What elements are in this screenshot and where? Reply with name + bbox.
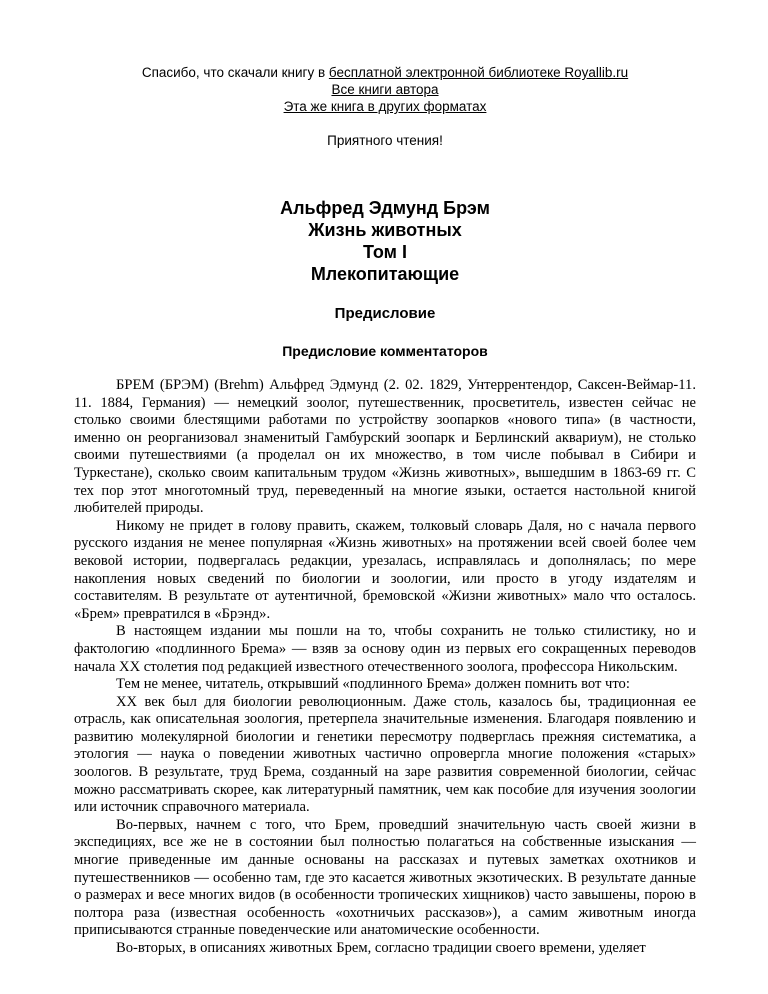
notice-prefix: Спасибо, что скачали книгу в [141,65,329,80]
all-books-link[interactable]: Все книги автора [331,82,439,97]
notice-line [74,64,696,81]
document-page [74,0,696,958]
paragraph: Никому не придет в голову править, скажем, толковый словарь Даля, но с начала первого русского издания не менее популярная «Жизнь животных» на протяжении всей своей более чем вековой истории, подвергалась редакции, урезалась, исправлялась и дополнялась; по мере накопления новых сведений по биологии и зоологии, или просто в угоду издателям и составителям. В результате от аутентичной, бремовской «Жизни животных» мало что осталось. «Брем» превратился в «Брэнд». [74,517,696,622]
body-text [74,377,696,958]
subject-name: Млекопитающие [310,264,460,284]
library-link[interactable]: бесплатной электронной библиотеке Royallib.ru [328,65,629,80]
paragraph: Во-вторых, в описаниях животных Брем, согласно традиции своего времени, уделяет [116,940,646,956]
download-notice [74,64,696,149]
author-name: Альфред Эдмунд Брэм [280,198,490,218]
paragraph: Тем не менее, читатель, открывший «подлинного Брема» должен помнить вот что: [116,676,630,693]
book-name: Жизнь животных [308,220,462,240]
paragraph: XX век был для биологии революционным. Даже столь, казалось бы, традиционная ее отрасль, как описательная зоология, претерпела значительные изменения. Благодаря появлению и развитию молекулярной биологии и генетики пересмотру подверглась прежняя систематика, а этология — наука о поведении животных частично опровергла многие положения «старых» зоологов. В результате, труд Брема, созданный на заре развития современной биологии, сейчас можно рассматривать скорее, как литературный памятник, чем как пособие для изучения зоологии или источник справочного материала. [74,693,696,816]
paragraph: В настоящем издании мы пошли на то, чтобы сохранить не только стилистику, но и фактологию «подлинного Брема» — взяв за основу один из первых его сокращенных переводов начала XX столетия под редакцией известного отечественного зоолога, профессора Никольским. [74,623,696,675]
paragraph: Во-первых, начнем с того, что Брем, проведший значительную часть своей жизни в экспедициях, все же не в состоянии был полностью полагаться на собственные изыскания — многие приведенные им данные основаны на рассказах и путевых заметках охотников и путешественников — особенно там, где это касается животных экзотических. В результате данные о размерах и весе многих видов (в особенности тропических хищников) часто завышены, порою в полтора раза (известная особенность «охотничьих рассказов»), а самим животным иногда приписываются странные поведенческие или анатомические особенности. [74,816,696,939]
paragraph: БРЕМ (БРЭМ) (Brehm) Альфред Эдмунд (2. 02. 1829, Унтеррентендор, Саксен-Веймар-11. 11. 1884, Германия) — немецкий зоолог, путешественник, просветитель, известен сейчас не столько своими блестящими работами по устройству зоопарков «нового типа» (в частности, именно он реорганизовал знаменитый Гамбурский зоопарк и Берлинский аквариум), не столько своими путешествиями (а проделал он их множество, в том числе побывал в Сибири и Туркестане), сколько своим капитальным трудом «Жизнь животных», вышедшим в 1863-69 гг. С тех пор этот многотомный труд, переведенный на многие языки, остается настольной книгой любителей природы. [74,377,696,517]
thanks-text: Приятного чтения! [327,133,443,148]
preface-heading: Предисловие [334,305,436,322]
other-formats-link[interactable]: Эта же книга в других форматах [283,99,487,114]
commentators-heading: Предисловие комментаторов [282,343,488,359]
volume-name: Том I [363,242,407,262]
book-title-block [74,197,696,285]
